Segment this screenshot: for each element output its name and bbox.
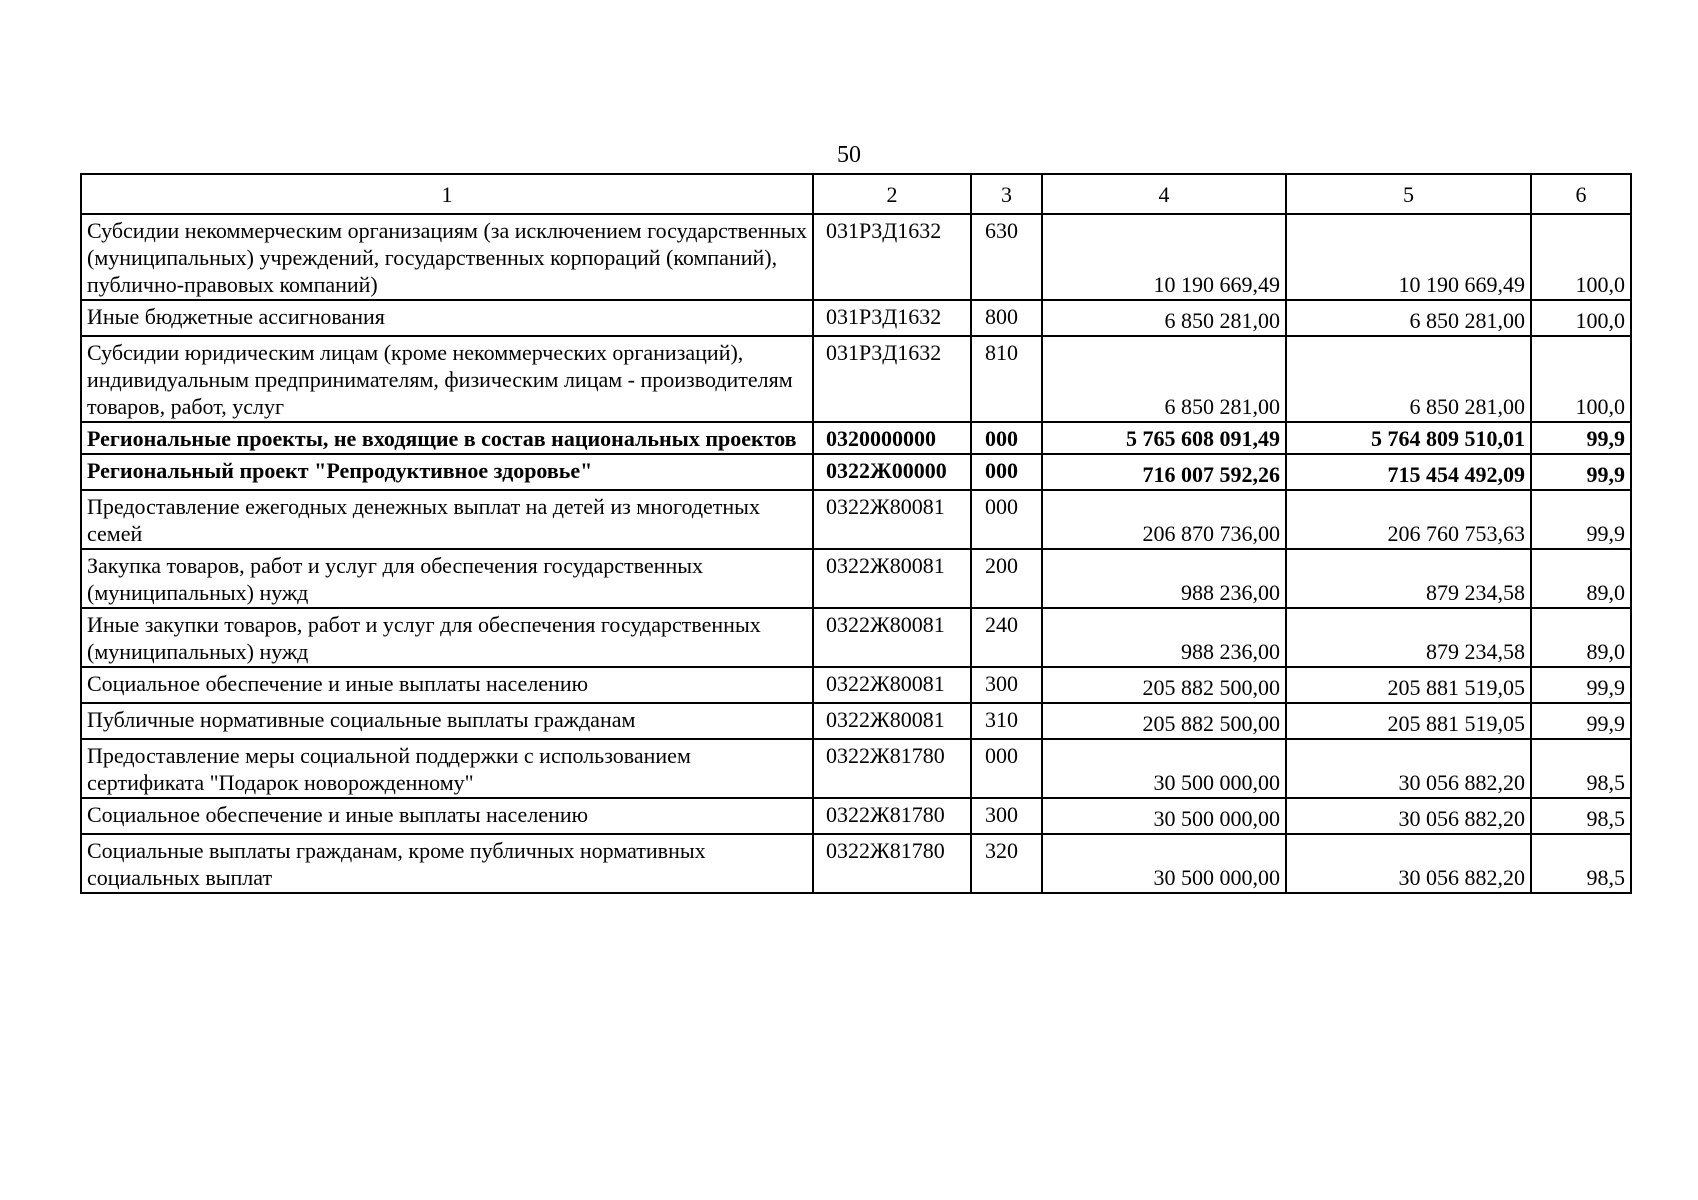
row-expense-type-cell: 000	[971, 490, 1042, 549]
row-plan-amount-cell: 30 500 000,00	[1042, 834, 1286, 893]
row-name-cell: Предоставление ежегодных денежных выплат на детей из многодетных семей	[81, 490, 813, 549]
row-code-cell: 0322Ж81780	[813, 834, 971, 893]
table-row	[81, 739, 1631, 798]
row-code-cell: 031Р3Д1632	[813, 300, 971, 336]
row-name-cell: Субсидии некоммерческим организациям (за исключением государственных (муниципальных) учреждений, государственных корпораций (компаний), публично-правовых компаний)	[81, 214, 813, 300]
table-row	[81, 490, 1631, 549]
row-plan-amount-cell: 205 882 500,00	[1042, 703, 1286, 739]
row-code-cell: 0322Ж80081	[813, 667, 971, 703]
row-percent-cell: 98,5	[1531, 798, 1631, 834]
header-cell-4: 4	[1042, 174, 1286, 214]
row-expense-type-cell: 000	[971, 739, 1042, 798]
row-percent-cell: 98,5	[1531, 834, 1631, 893]
row-percent-cell: 98,5	[1531, 739, 1631, 798]
row-name-cell: Публичные нормативные социальные выплаты гражданам	[81, 703, 813, 739]
row-expense-type-cell: 810	[971, 336, 1042, 422]
row-expense-type-cell: 310	[971, 703, 1042, 739]
row-fact-amount-cell: 30 056 882,20	[1286, 739, 1531, 798]
row-plan-amount-cell: 6 850 281,00	[1042, 300, 1286, 336]
row-fact-amount-cell: 205 881 519,05	[1286, 667, 1531, 703]
row-name-cell: Региональные проекты, не входящие в состав национальных проектов	[81, 422, 813, 454]
budget-table	[80, 173, 1632, 894]
page-number: 50	[837, 142, 861, 168]
row-name-cell: Социальные выплаты гражданам, кроме публичных нормативных социальных выплат	[81, 834, 813, 893]
row-expense-type-cell: 320	[971, 834, 1042, 893]
row-plan-amount-cell: 30 500 000,00	[1042, 798, 1286, 834]
row-fact-amount-cell: 205 881 519,05	[1286, 703, 1531, 739]
row-fact-amount-cell: 879 234,58	[1286, 549, 1531, 608]
header-cell-5: 5	[1286, 174, 1531, 214]
table-row	[81, 300, 1631, 336]
row-name-cell: Закупка товаров, работ и услуг для обеспечения государственных (муниципальных) нужд	[81, 549, 813, 608]
row-fact-amount-cell: 30 056 882,20	[1286, 798, 1531, 834]
row-name-cell: Предоставление меры социальной поддержки с использованием сертификата "Подарок новорожденному"	[81, 739, 813, 798]
row-percent-cell: 99,9	[1531, 667, 1631, 703]
row-name-cell: Иные закупки товаров, работ и услуг для обеспечения государственных (муниципальных) нужд	[81, 608, 813, 667]
row-expense-type-cell: 200	[971, 549, 1042, 608]
row-fact-amount-cell: 30 056 882,20	[1286, 834, 1531, 893]
row-plan-amount-cell: 5 765 608 091,49	[1042, 422, 1286, 454]
row-plan-amount-cell: 988 236,00	[1042, 608, 1286, 667]
table-row	[81, 422, 1631, 454]
row-percent-cell: 100,0	[1531, 214, 1631, 300]
table-body	[81, 174, 1631, 893]
row-plan-amount-cell: 30 500 000,00	[1042, 739, 1286, 798]
row-fact-amount-cell: 879 234,58	[1286, 608, 1531, 667]
row-plan-amount-cell: 716 007 592,26	[1042, 454, 1286, 490]
table-row	[81, 454, 1631, 490]
table-row	[81, 834, 1631, 893]
row-code-cell: 0322Ж00000	[813, 454, 971, 490]
row-name-cell: Социальное обеспечение и иные выплаты населению	[81, 798, 813, 834]
row-plan-amount-cell: 10 190 669,49	[1042, 214, 1286, 300]
row-fact-amount-cell: 206 760 753,63	[1286, 490, 1531, 549]
row-percent-cell: 99,9	[1531, 454, 1631, 490]
row-plan-amount-cell: 6 850 281,00	[1042, 336, 1286, 422]
row-fact-amount-cell: 10 190 669,49	[1286, 214, 1531, 300]
row-name-cell: Иные бюджетные ассигнования	[81, 300, 813, 336]
table-row	[81, 798, 1631, 834]
row-percent-cell: 99,9	[1531, 703, 1631, 739]
row-expense-type-cell: 800	[971, 300, 1042, 336]
header-cell-1: 1	[81, 174, 813, 214]
row-name-cell: Субсидии юридическим лицам (кроме некоммерческих организаций), индивидуальным предпринимателям, физическим лицам - производителям товаров, работ, услуг	[81, 336, 813, 422]
header-cell-3: 3	[971, 174, 1042, 214]
row-name-cell: Социальное обеспечение и иные выплаты населению	[81, 667, 813, 703]
row-plan-amount-cell: 988 236,00	[1042, 549, 1286, 608]
header-cell-2: 2	[813, 174, 971, 214]
row-code-cell: 031Р3Д1632	[813, 336, 971, 422]
row-code-cell: 0322Ж80081	[813, 490, 971, 549]
table-row	[81, 667, 1631, 703]
row-fact-amount-cell: 715 454 492,09	[1286, 454, 1531, 490]
row-percent-cell: 100,0	[1531, 300, 1631, 336]
row-code-cell: 0320000000	[813, 422, 971, 454]
header-cell-6: 6	[1531, 174, 1631, 214]
row-expense-type-cell: 000	[971, 422, 1042, 454]
row-code-cell: 0322Ж80081	[813, 608, 971, 667]
row-code-cell: 031Р3Д1632	[813, 214, 971, 300]
row-percent-cell: 99,9	[1531, 422, 1631, 454]
row-percent-cell: 89,0	[1531, 549, 1631, 608]
row-expense-type-cell: 630	[971, 214, 1042, 300]
row-code-cell: 0322Ж81780	[813, 798, 971, 834]
row-expense-type-cell: 240	[971, 608, 1042, 667]
row-percent-cell: 100,0	[1531, 336, 1631, 422]
row-code-cell: 0322Ж80081	[813, 703, 971, 739]
row-code-cell: 0322Ж80081	[813, 549, 971, 608]
table-header-row	[81, 174, 1631, 214]
row-expense-type-cell: 300	[971, 798, 1042, 834]
table-row	[81, 214, 1631, 300]
row-expense-type-cell: 300	[971, 667, 1042, 703]
row-percent-cell: 89,0	[1531, 608, 1631, 667]
row-percent-cell: 99,9	[1531, 490, 1631, 549]
row-expense-type-cell: 000	[971, 454, 1042, 490]
row-plan-amount-cell: 206 870 736,00	[1042, 490, 1286, 549]
table-row	[81, 608, 1631, 667]
row-fact-amount-cell: 6 850 281,00	[1286, 336, 1531, 422]
table-row	[81, 336, 1631, 422]
row-fact-amount-cell: 5 764 809 510,01	[1286, 422, 1531, 454]
row-code-cell: 0322Ж81780	[813, 739, 971, 798]
table-row	[81, 549, 1631, 608]
table-row	[81, 703, 1631, 739]
row-plan-amount-cell: 205 882 500,00	[1042, 667, 1286, 703]
row-fact-amount-cell: 6 850 281,00	[1286, 300, 1531, 336]
row-name-cell: Региональный проект "Репродуктивное здоровье"	[81, 454, 813, 490]
